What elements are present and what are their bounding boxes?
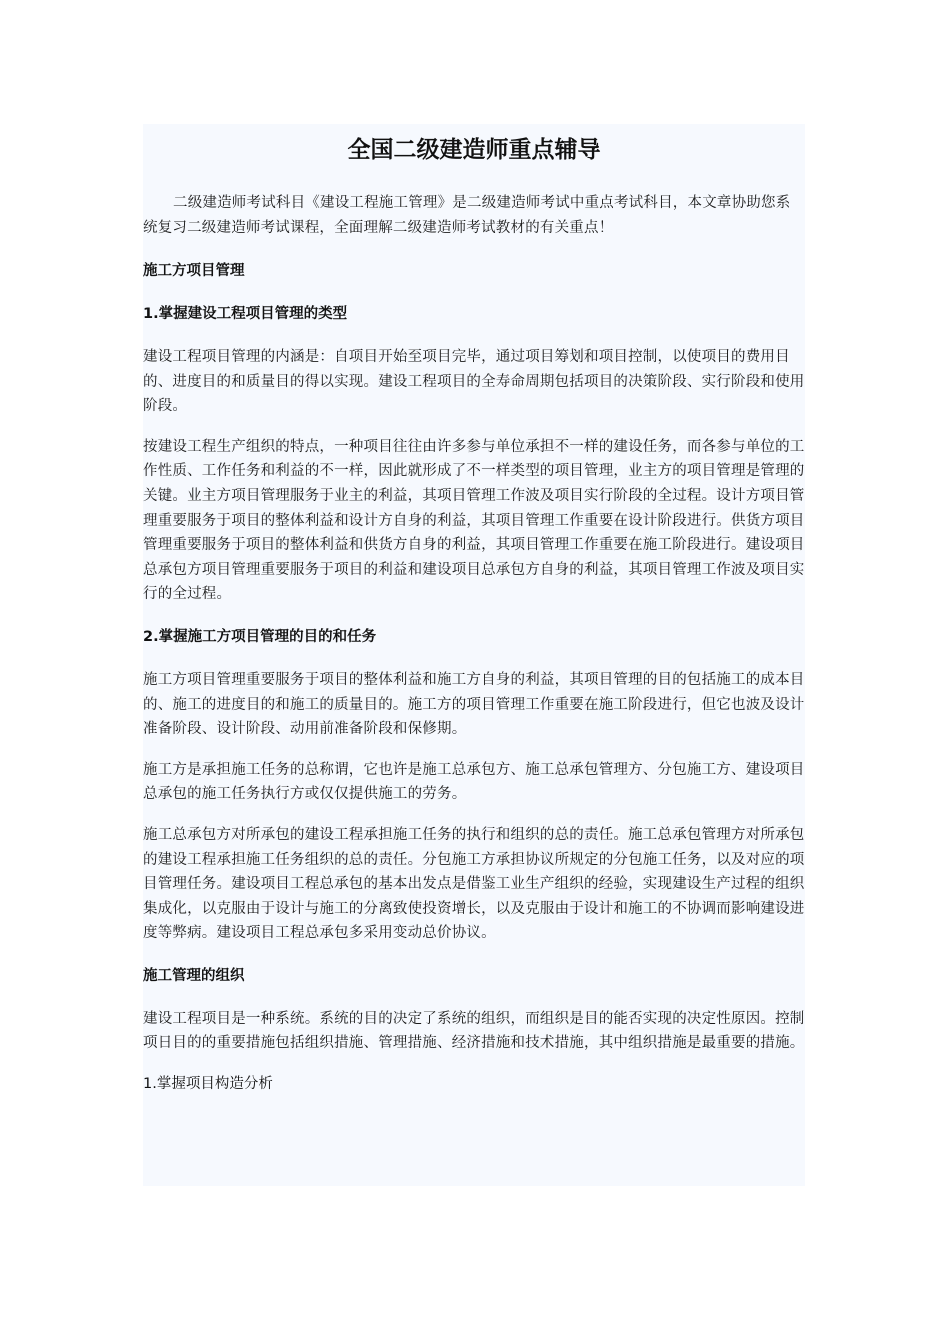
intro-paragraph: 二级建造师考试科目《建设工程施工管理》是二级建造师考试中重点考试科目，本文章协助您系统复习二级建造师考试课程，全面理解二级建造师考试教材的有关重点！ [143, 195, 791, 236]
subheading-project-management-types: 1.掌握建设工程项目管理的类型 [143, 306, 348, 322]
paragraph-general-contractor-responsibility: 施工总承包方对所承包的建设工程承担施工任务的执行和组织的总的责任。施工总承包管理方对所承包的建设工程承担施工任务组织的总的责任。分包施工方承担协议所规定的分包施工任务，以及对应的项目管理任务。建设项目工程总承包的基本出发点是借鉴工业生产组织的经验，实现建设生产过程的组织集成化，以克服由于设计与施工的分离致使投资增长，以及克服由于设计和施工的不协调而影响建设进度等弊病。建设项目工程总承包多采用变动总价协议。 [143, 826, 805, 942]
subheading-construction-goals-tasks: 2.掌握施工方项目管理的目的和任务 [143, 628, 377, 645]
paragraph-project-management-parties: 按建设工程生产组织的特点，一种项目往往由许多参与单位承担不一样的建设任务，而各参与单位的工作性质、工作任务和利益的不一样，因此就形成了不一样类型的项目管理，业主方的项目管理是管理的关键。业主方项目管理服务于业主的利益，其项目管理工作波及项目实行阶段的全过程。设计方项目管理重要服务于项目的整体利益和设计方自身的利益，其项目管理工作重要在设计阶段进行。供货方项目管理重要服务于项目的整体利益和供货方自身的利益，其项目管理工作重要在施工阶段进行。建设项目总承包方项目管理重要服务于项目的利益和建设项目总承包方自身的利益，其项目管理工作波及项目实行的全过程。 [143, 438, 805, 603]
document-page [143, 124, 805, 1186]
paragraph-construction-goals: 施工方项目管理重要服务于项目的整体利益和施工方自身的利益，其项目管理的目的包括施工的成本目的、施工的进度目的和施工的质量目的。施工方的项目管理工作重要在施工阶段进行，但它也波及设计准备阶段、设计阶段、动用前准备阶段和保修期。 [143, 671, 805, 738]
subheading-project-structure-analysis: 1.掌握项目构造分析 [143, 1076, 273, 1093]
document-title: 全国二级建造师重点辅导 [347, 137, 601, 163]
paragraph-project-system: 建设工程项目是一种系统。系统的目的决定了系统的组织，而组织是目的能否实现的决定性原因。控制项日目的的重要措施包括组织措施、管理措施、经济措施和技术措施，其中组织措施是最重要的措施。 [143, 1010, 805, 1052]
paragraph-project-management-connotation: 建设工程项目管理的内涵是：自项目开始至项目完毕，通过项目筹划和项目控制，以使项目的费用目的、进度目的和质量目的得以实现。建设工程项目的全寿命周期包括项目的决策阶段、实行阶段和使用阶段。 [143, 349, 805, 415]
section-heading-construction-project-management: 施工方项目管理 [143, 263, 245, 279]
section-heading-construction-organization: 施工管理的组织 [143, 967, 245, 984]
paragraph-construction-party-definition: 施工方是承担施工任务的总称谓，它也许是施工总承包方、施工总承包管理方、分包施工方、建设项目总承包的施工任务执行方或仅仅提供施工的劳务。 [143, 761, 805, 803]
